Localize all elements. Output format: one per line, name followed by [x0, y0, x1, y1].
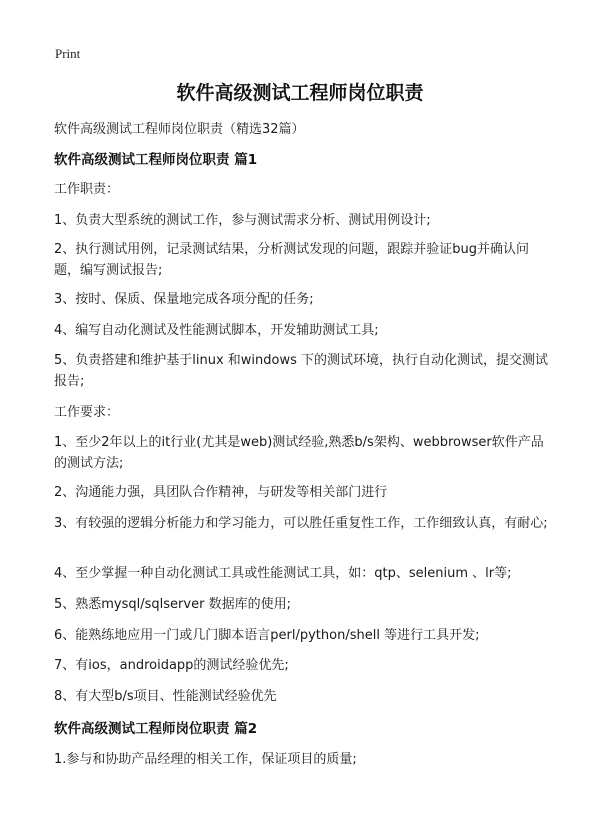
requirements-label: 工作要求： — [54, 405, 120, 420]
print-label: Print — [55, 46, 81, 61]
duty-item: 4、编写自动化测试及性能测试脚本，开发辅助测试工具; — [54, 323, 379, 338]
requirement-item: 6、能熟练地应用一门或几门脚本语言perl/python/shell 等进行工具开发; — [54, 628, 480, 643]
page-title: 软件高级测试工程师岗位职责 — [176, 82, 424, 104]
requirement-item: 5、熟悉mysql/sqlserver 数据库的使用; — [54, 597, 291, 612]
section-heading-2: 软件高级测试工程师岗位职责 篇2 — [54, 721, 258, 737]
requirement-item: 4、至少掌握一种自动化测试工具或性能测试工具，如：qtp、selenium 、lr等; — [54, 566, 512, 581]
section-heading-1: 软件高级测试工程师岗位职责 篇1 — [54, 152, 258, 168]
requirement-item: 1、至少2年以上的it行业(尤其是web)测试经验,熟悉b/s架构、webbrowser软件产品的测试方法; — [54, 435, 544, 471]
requirement-item: 3、有较强的逻辑分析能力和学习能力，可以胜任重复性工作，工作细致认真，有耐心; — [54, 516, 548, 531]
duty-item: 1、负责大型系统的测试工作，参与测试需求分析、测试用例设计; — [54, 213, 431, 228]
duty-item: 5、负责搭建和维护基于linux 和windows 下的测试环境，执行自动化测试，提交测试报告; — [54, 353, 549, 389]
duties-label: 工作职责： — [54, 182, 120, 197]
section2-item: 1.参与和协助产品经理的相关工作，保证项目的质量; — [54, 752, 357, 767]
duty-item: 3、按时、保质、保量地完成各项分配的任务; — [54, 292, 314, 307]
requirement-item: 2、沟通能力强，具团队合作精神，与研发等相关部门进行 — [54, 485, 388, 500]
requirement-item: 8、有大型b/s项目、性能测试经验优先 — [54, 689, 277, 704]
requirement-item: 7、有ios，androidapp的测试经验优先; — [54, 658, 289, 673]
document-subtitle: 软件高级测试工程师岗位职责（精选32篇） — [54, 122, 305, 137]
duty-item: 2、执行测试用例，记录测试结果，分析测试发现的问题，跟踪并验证bug并确认问题，编写测试报告; — [54, 242, 530, 278]
